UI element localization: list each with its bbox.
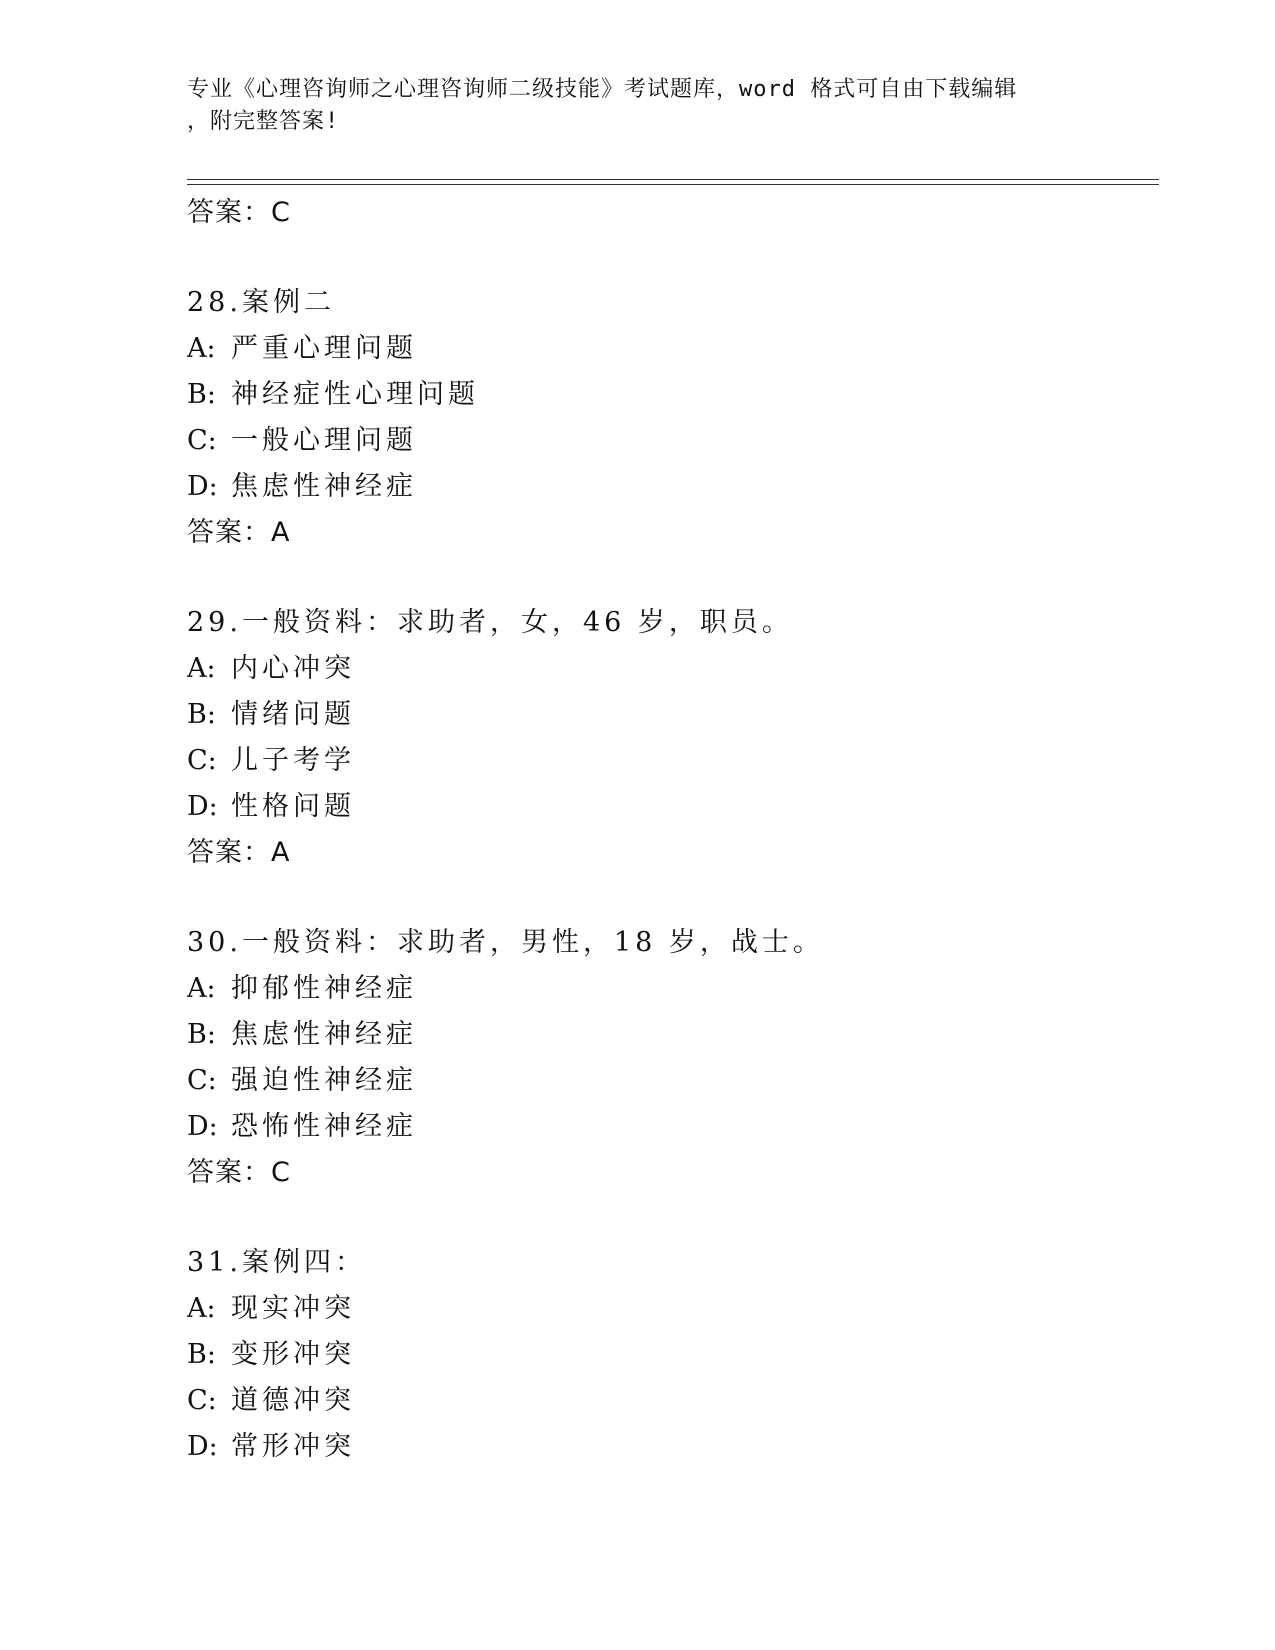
option-28-b — [187, 372, 1147, 418]
option-31-d — [187, 1424, 1147, 1470]
option-text: 焦虑性神经症 — [231, 1019, 417, 1050]
option-28-d — [187, 464, 1147, 510]
option-text: 变形冲突 — [231, 1339, 355, 1370]
option-29-d — [187, 784, 1147, 830]
option-29-c — [187, 738, 1147, 784]
spacer — [187, 556, 1147, 600]
question-text: 案例四： — [241, 1247, 366, 1278]
option-letter: B: — [187, 379, 216, 410]
option-letter: A: — [187, 1293, 216, 1324]
option-29-a — [187, 646, 1147, 692]
option-29-b — [187, 692, 1147, 738]
option-letter: C: — [187, 425, 217, 456]
option-text: 现实冲突 — [231, 1293, 355, 1324]
option-28-a — [187, 326, 1147, 372]
spacer — [187, 876, 1147, 920]
option-text: 恐怖性神经症 — [231, 1111, 417, 1142]
option-letter: C: — [187, 1065, 217, 1096]
document-header — [187, 74, 1087, 138]
question-number: 29. — [187, 607, 242, 638]
header-line-2: ，附完整答案! — [187, 109, 340, 134]
header-rule-top — [187, 179, 1159, 180]
answer-label: 答案： — [187, 517, 271, 548]
option-letter: A: — [187, 653, 216, 684]
option-text: 常形冲突 — [231, 1431, 355, 1462]
question-text: 一般资料：求助者，女，46 岁，职员。 — [241, 607, 793, 638]
option-text: 神经症性心理问题 — [231, 379, 479, 410]
answer-line — [187, 190, 1147, 236]
option-letter: A: — [187, 973, 216, 1004]
option-text: 性格问题 — [231, 791, 355, 822]
answer-value: A — [271, 837, 291, 868]
question-31 — [187, 1240, 1147, 1286]
spacer — [187, 1196, 1147, 1240]
answer-line — [187, 1150, 1147, 1196]
option-letter: B: — [187, 1339, 216, 1370]
question-30 — [187, 920, 1147, 966]
question-29 — [187, 600, 1147, 646]
option-letter: C: — [187, 745, 217, 776]
option-text: 严重心理问题 — [231, 333, 417, 364]
option-30-c — [187, 1058, 1147, 1104]
option-text: 焦虑性神经症 — [231, 471, 417, 502]
option-31-a — [187, 1286, 1147, 1332]
answer-value: C — [271, 1157, 291, 1188]
answer-label: 答案： — [187, 1157, 271, 1188]
answer-value: C — [271, 197, 291, 228]
option-letter: D: — [187, 1431, 218, 1462]
header-line-1: 专业《心理咨询师之心理咨询师二级技能》考试题库，word 格式可自由下载编辑 — [187, 77, 1018, 102]
option-31-c — [187, 1378, 1147, 1424]
option-text: 内心冲突 — [231, 653, 355, 684]
option-letter: C: — [187, 1385, 217, 1416]
option-30-d — [187, 1104, 1147, 1150]
answer-line — [187, 510, 1147, 556]
question-text: 一般资料：求助者，男性，18 岁，战士。 — [241, 927, 824, 958]
option-letter: B: — [187, 1019, 216, 1050]
header-rule-bottom — [187, 184, 1159, 185]
answer-line — [187, 830, 1147, 876]
option-28-c — [187, 418, 1147, 464]
question-text: 案例二 — [241, 287, 335, 318]
option-31-b — [187, 1332, 1147, 1378]
question-number: 31. — [187, 1247, 242, 1278]
option-text: 道德冲突 — [231, 1385, 355, 1416]
answer-label: 答案： — [187, 837, 271, 868]
option-text: 儿子考学 — [231, 745, 355, 776]
option-letter: D: — [187, 1111, 218, 1142]
option-30-b — [187, 1012, 1147, 1058]
option-text: 情绪问题 — [231, 699, 355, 730]
option-letter: D: — [187, 791, 218, 822]
option-letter: A: — [187, 333, 216, 364]
option-letter: B: — [187, 699, 216, 730]
option-text: 抑郁性神经症 — [231, 973, 417, 1004]
answer-label: 答案： — [187, 197, 271, 228]
question-28 — [187, 280, 1147, 326]
spacer — [187, 236, 1147, 280]
option-30-a — [187, 966, 1147, 1012]
option-text: 强迫性神经症 — [231, 1065, 417, 1096]
question-list — [187, 190, 1147, 1470]
answer-value: A — [271, 517, 291, 548]
option-letter: D: — [187, 471, 218, 502]
question-number: 28. — [187, 287, 242, 318]
question-number: 30. — [187, 927, 242, 958]
option-text: 一般心理问题 — [231, 425, 417, 456]
